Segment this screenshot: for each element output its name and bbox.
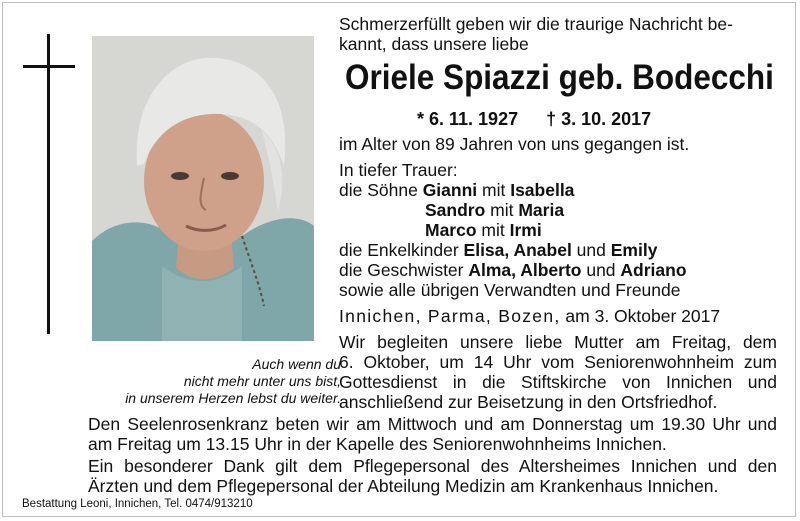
siblings-line xyxy=(339,260,687,280)
deceased-name: Oriele Spiazzi geb. Bodecchi xyxy=(345,58,774,97)
grandchildren-names: Elisa, Anabel xyxy=(463,240,572,260)
partner-name: Irmi xyxy=(509,220,542,240)
caption-line: in unserem Herzen lebst du weiter. xyxy=(125,390,341,406)
rosary-line: am Freitag um 13.15 Uhr in der Kapelle des Seniorenwohnheims Innichen. xyxy=(88,434,667,454)
funeral-line: anschließend zur Beisetzung in den Ortsfriedhof. xyxy=(339,392,718,412)
sons-line xyxy=(425,220,542,240)
life-dates xyxy=(417,108,651,130)
connector: und xyxy=(571,240,611,260)
sons-line xyxy=(339,180,574,200)
son-name: Sandro xyxy=(425,200,486,220)
grandchild-name: Emily xyxy=(610,240,658,260)
connector: mit xyxy=(477,180,511,200)
photo-caption xyxy=(96,356,341,407)
partner-name: Isabella xyxy=(510,180,575,200)
grandchildren-prefix: die Enkelkinder xyxy=(339,240,464,260)
thanks-line: Ärzten und dem Pflegepersonal der Abteilung Medizin am Krankenhaus Innichen. xyxy=(88,476,719,496)
place-date-line xyxy=(339,306,720,326)
rosary-line: Den Seelenrosenkranz beten wir am Mittwoch und am Donnerstag um 19.30 Uhr und xyxy=(88,414,777,434)
intro-line: Schmerzerfüllt geben wir die traurige Nachricht be- xyxy=(339,14,733,34)
partner-name: Maria xyxy=(518,200,565,220)
intro-line: kannt, dass unsere liebe xyxy=(339,34,529,54)
son-name: Marco xyxy=(425,220,477,240)
son-name: Gianni xyxy=(422,180,478,200)
sons-line xyxy=(425,200,564,220)
mourning-heading: In tiefer Trauer: xyxy=(339,160,458,180)
thanks-line: Ein besonderer Dank gilt dem Pflegepersonal des Altersheimes Innichen und den xyxy=(88,456,777,476)
siblings-prefix: die Geschwister xyxy=(339,260,469,280)
caption-line: Auch wenn du xyxy=(252,356,341,372)
funeral-line: Wir begleiten unsere liebe Mutter am Freitag, dem xyxy=(339,332,777,352)
birth-date: * 6. 11. 1927 xyxy=(417,109,519,129)
relatives-line: sowie alle übrigen Verwandten und Freunde xyxy=(339,280,681,300)
age-line: im Alter von 89 Jahren von uns gegangen ist. xyxy=(339,134,690,154)
funeral-line: Gottesdienst in die Stiftskirche von Innichen und xyxy=(339,372,777,392)
grandchildren-line xyxy=(339,240,657,260)
connector: mit xyxy=(485,200,519,220)
sibling-name: Adriano xyxy=(620,260,687,280)
funeral-line: 6. Oktober, um 14 Uhr vom Seniorenwohnheim zum xyxy=(339,352,777,372)
notice-date: am 3. Oktober 2017 xyxy=(560,306,721,326)
sons-prefix: die Söhne xyxy=(339,180,423,200)
connector: mit xyxy=(476,220,510,240)
portrait-photo xyxy=(92,36,314,341)
caption-line: nicht mehr unter uns bist, xyxy=(183,373,341,389)
connector: und xyxy=(581,260,621,280)
places: Innichen, Parma, Bozen, xyxy=(339,306,561,326)
siblings-names: Alma, Alberto xyxy=(468,260,582,280)
death-date: † 3. 10. 2017 xyxy=(546,109,652,129)
funeral-home-footer: Bestattung Leoni, Innichen, Tel. 0474/913210 xyxy=(22,498,253,510)
